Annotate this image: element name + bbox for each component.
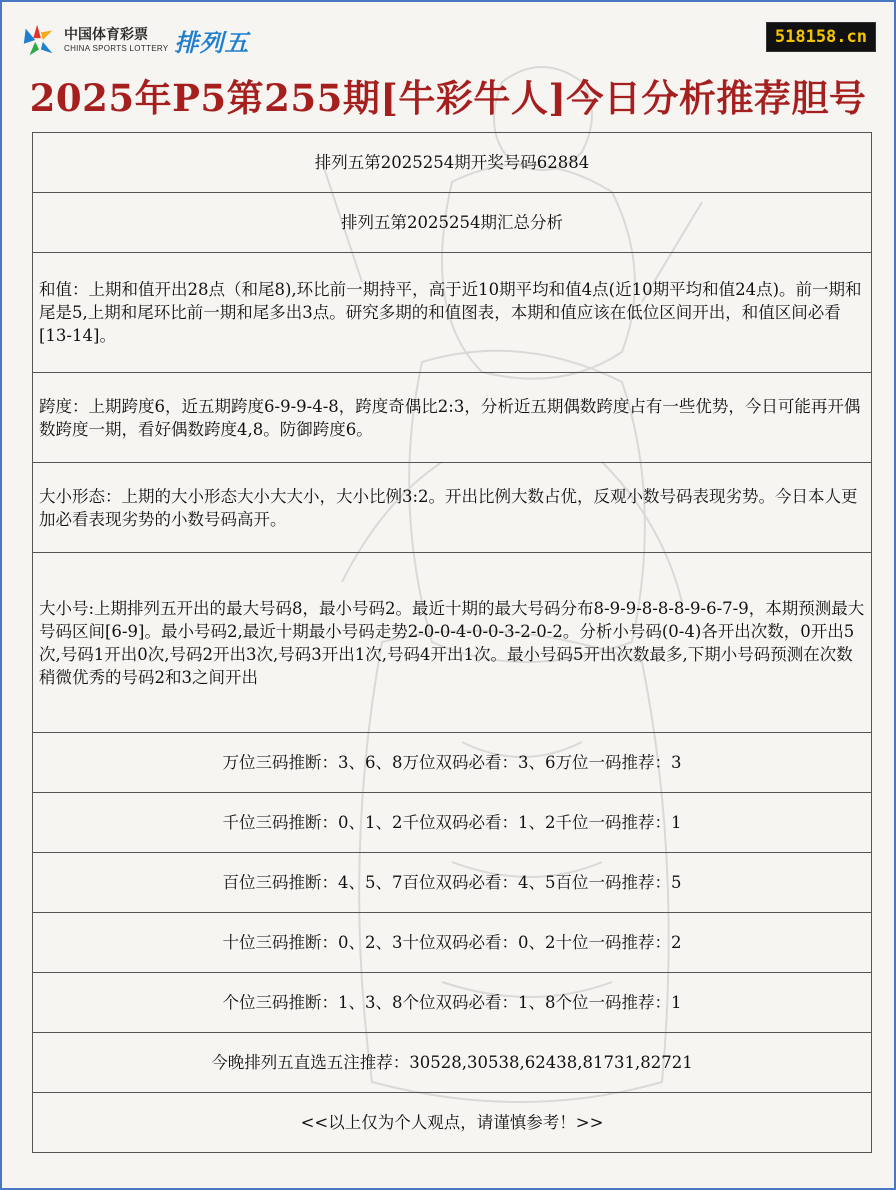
disclaimer-cell: <<以上仅为个人观点，请谨慎参考！>> xyxy=(33,1093,872,1153)
page-title: 2025年P5第255期[牛彩牛人]今日分析推荐胆号 xyxy=(29,76,867,120)
thousands-position-cell: 千位三码推断：0、1、2千位双码必看：1、2千位一码推荐：1 xyxy=(33,793,872,853)
table-row xyxy=(33,1093,872,1153)
table-row xyxy=(33,553,872,733)
hundreds-position-cell: 百位三码推断：4、5、7百位双码必看：4、5百位一码推荐：5 xyxy=(33,853,872,913)
span-analysis-cell: 跨度：上期跨度6，近五期跨度6-9-9-4-8，跨度奇偶比2:3，分析近五期偶数跨度占有一些优势，今日可能再开偶数跨度一期，看好偶数跨度4,8。防御跨度6。 xyxy=(33,373,872,463)
tens-position-cell: 十位三码推断：0、2、3十位双码必看：0、2十位一码推荐：2 xyxy=(33,913,872,973)
table-row xyxy=(33,253,872,373)
table-row xyxy=(33,373,872,463)
table-row xyxy=(33,463,872,553)
table-row xyxy=(33,853,872,913)
size-pattern-analysis-cell: 大小形态：上期的大小形态大小大大小，大小比例3:2。开出比例大数占优，反观小数号码表现劣势。今日本人更加必看表现劣势的小数号码高开。 xyxy=(33,463,872,553)
table-row xyxy=(33,973,872,1033)
table-row xyxy=(33,793,872,853)
draw-result-cell: 排列五第2025254期开奖号码62884 xyxy=(33,133,872,193)
china-sports-lottery-logo xyxy=(20,20,249,60)
summary-heading-cell: 排列五第2025254期汇总分析 xyxy=(33,193,872,253)
sum-value-analysis-cell: 和值：上期和值开出28点（和尾8),环比前一期持平，高于近10期平均和值4点(近10期平均和值24点)。前一期和尾是5,上期和尾环比前一期和尾多出3点。研究多期的和值图表，本期和值应该在低位区间开出，和值区间必看[13-14]。 xyxy=(33,253,872,373)
table-row xyxy=(33,193,872,253)
pailiewu-brand-text: 排列五 xyxy=(174,28,250,57)
analysis-table xyxy=(32,132,872,1153)
logo-english-name: CHINA SPORTS LOTTERY xyxy=(64,43,169,53)
lottery-star-icon xyxy=(20,21,58,59)
table-row xyxy=(33,733,872,793)
logo-chinese-name: 中国体育彩票 xyxy=(64,26,148,43)
ten-thousands-position-cell: 万位三码推断：3、6、8万位双码必看：3、6万位一码推荐：3 xyxy=(33,733,872,793)
table-row xyxy=(33,1033,872,1093)
site-domain-badge[interactable]: 518158.cn xyxy=(766,22,876,52)
table-row xyxy=(33,913,872,973)
max-min-number-analysis-cell: 大小号:上期排列五开出的最大号码8，最小号码2。最近十期的最大号码分布8-9-9-8-8-8-9-6-7-9，本期预测最大号码区间[6-9]。最小号码2,最近十期最小号码走势2-0-0-4-0-0-3-2-0-2。分析小号码(0-4)各开出次数，0开出5次,号码1开出0次,号码2开出3次,号码3开出1次,号码4开出1次。最小号码5开出次数最多,下期小号码预测在次数稍微优秀的号码2和3之间开出 xyxy=(33,553,872,733)
table-row xyxy=(33,133,872,193)
units-position-cell: 个位三码推断：1、3、8个位双码必看：1、8个位一码推荐：1 xyxy=(33,973,872,1033)
recommended-picks-cell: 今晚排列五直选五注推荐：30528,30538,62438,81731,82721 xyxy=(33,1033,872,1093)
